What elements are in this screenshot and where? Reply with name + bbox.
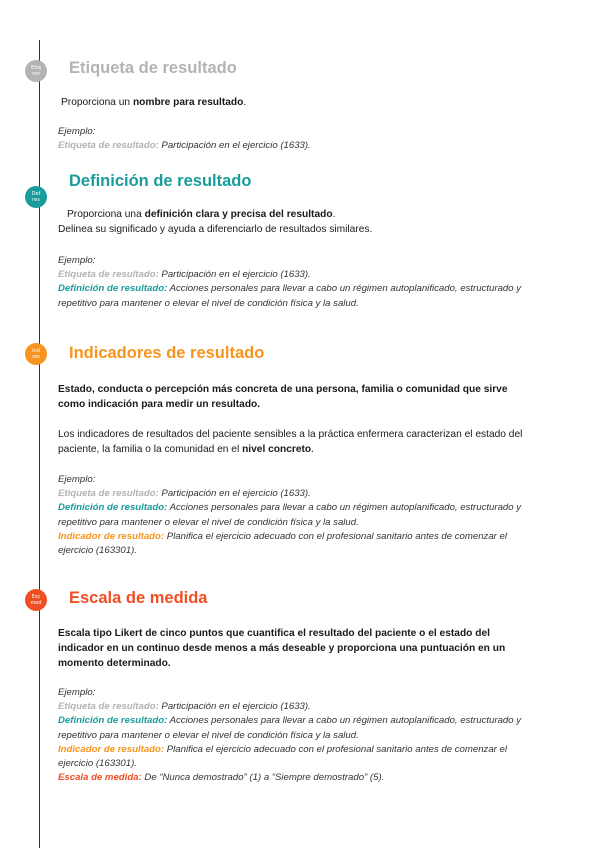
indicators-node-icon — [25, 343, 47, 365]
timeline-line — [39, 40, 40, 848]
label-heading: Etiqueta de resultado — [69, 59, 237, 77]
label-example — [58, 125, 538, 153]
node-text: Esc — [31, 594, 41, 600]
node-text: Etiq — [31, 65, 41, 71]
label-description: Proporciona un nombre para resultado. — [61, 97, 247, 108]
example-heading: Ejemplo: — [58, 474, 96, 485]
indicators-description: Los indicadores de resultados del paciente sensibles a la práctica enfermera caracterizan el estado del paciente, la familia o la comunidad en el nivel concreto. — [58, 429, 523, 455]
example-line-label: Etiqueta de resultado: Participación en el ejercicio (1633). — [58, 269, 311, 281]
example-line-label: Etiqueta de resultado: Participación en el ejercicio (1633). — [58, 701, 311, 713]
indicators-heading: Indicadores de resultado — [69, 344, 265, 362]
indicators-example — [58, 473, 538, 558]
example-line-label: Etiqueta de resultado: Participación en el ejercicio (1633). — [58, 488, 311, 500]
node-text: med — [30, 600, 42, 606]
example-heading: Ejemplo: — [58, 255, 96, 266]
example-line-definition: Definición de resultado: Acciones personales para llevar a cabo un régimen autoplanificado, estructurado y repetitivo para mantener o elevar el nivel de condición física y la salud. — [58, 715, 522, 741]
indicators-lead: Estado, conducta o percepción más concreta de una persona, familia o comunidad que sirve como indicación para medir un resultado. — [58, 384, 508, 410]
example-line-indicator: Indicador de resultado: Planifica el ejercicio adecuado con el profesional sanitario antes de comenzar el ejercicio (163301). — [58, 743, 508, 770]
definition-heading: Definición de resultado — [69, 172, 252, 190]
node-text: res — [32, 354, 40, 360]
example-line-definition: Definición de resultado: Acciones personales para llevar a cabo un régimen autoplanificado, estructurado y repetitivo para mantener o elevar el nivel de condición física y la salud. — [58, 283, 522, 309]
scale-lead: Escala tipo Likert de cinco puntos que cuantifica el resultado del paciente o el estado del indicador en un continuo desde menos a más deseable y proporciona una puntuación en un momento determinado. — [58, 628, 506, 669]
definition-node-icon — [25, 186, 47, 208]
scale-heading: Escala de medida — [69, 589, 208, 607]
node-text: Def — [31, 191, 41, 197]
example-heading: Ejemplo: — [58, 687, 96, 698]
label-node-icon — [25, 60, 47, 82]
example-line-definition: Definición de resultado: Acciones personales para llevar a cabo un régimen autoplanificado, estructurado y repetitivo para mantener o elevar el nivel de condición física y la salud. — [58, 502, 522, 528]
node-text: res — [32, 71, 40, 77]
example-line-scale: Escala de medida: De “Nunca demostrado” (1) a “Siempre demostrado” (5). — [58, 772, 385, 784]
example-line-label: Etiqueta de resultado: Participación en el ejercicio (1633). — [58, 140, 311, 152]
definition-description: Proporciona una definición clara y precisa del resultado. Delinea su significado y ayuda a diferenciarlo de resultados similares. — [58, 209, 373, 235]
example-heading: Ejemplo: — [58, 126, 96, 137]
node-text: res — [32, 197, 40, 203]
definition-example — [58, 254, 538, 311]
node-text: Ind — [32, 348, 40, 354]
scale-node-icon — [25, 589, 47, 611]
scale-example — [58, 686, 538, 785]
example-line-indicator: Indicador de resultado: Planifica el ejercicio adecuado con el profesional sanitario antes de comenzar el ejercicio (163301). — [58, 530, 508, 557]
